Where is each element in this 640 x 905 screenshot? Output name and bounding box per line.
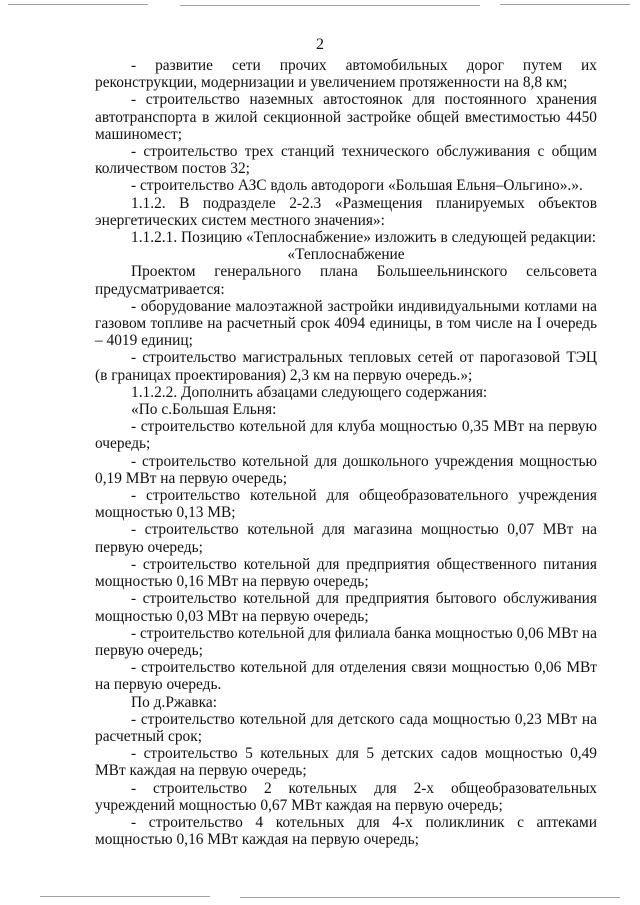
paragraph: «Теплоснабжение	[287, 246, 405, 264]
paragraph: «По с.Большая Ельня:	[131, 401, 277, 419]
paragraph: - строительство котельной для магазина мощностью 0,07 МВт на первую очередь;	[95, 521, 597, 556]
paragraph: - строительство котельной для общеобразовательного учреждения мощностью 0,13 МВ;	[95, 487, 597, 522]
paragraph: 1.1.2. В подразделе 2-2.3 «Размещения планируемых объектов энергетических систем местного значения»:	[95, 194, 597, 229]
paragraph: - строительство котельной для отделения связи мощностью 0,06 МВт на первую очередь.	[95, 659, 597, 694]
paragraph: - развитие сети прочих автомобильных дорог путем их реконструкции, модернизации и увеличением протяженности на 8,8 км;	[95, 57, 597, 92]
paragraph: - строительство 4 котельных для 4-х поликлиник с аптеками мощностью 0,16 МВт каждая на первую очередь;	[95, 813, 597, 849]
document-body	[95, 57, 597, 848]
paragraph: Проектом генерального плана Большеельнинского сельсовета предусматривается:	[95, 263, 597, 298]
paragraph: 1.1.2.2. Дополнить абзацами следующего содержания:	[131, 383, 488, 401]
page-number: 2	[316, 36, 324, 53]
paragraph: - строительство АЗС вдоль автодороги «Большая Ельня–Ольгино».».	[131, 177, 583, 195]
scan-edge-top-right	[500, 4, 630, 5]
paragraph: - строительство котельной для филиала банка мощностью 0,06 МВт на первую очередь;	[95, 624, 597, 659]
paragraph: - строительство 5 котельных для 5 детских садов мощностью 0,49 МВт каждая на первую очередь;	[95, 745, 597, 780]
paragraph: 1.1.2.1. Позицию «Теплоснабжение» изложить в следующей редакции:	[131, 229, 597, 247]
paragraph: - строительство 2 котельных для 2-х общеобразовательных учреждений мощностью 0,67 МВт каждая на первую очередь;	[95, 779, 597, 814]
paragraph: - строительство котельной для клуба мощностью 0,35 МВт на первую очередь;	[95, 418, 597, 453]
paragraph: - строительство наземных автостоянок для постоянного хранения автотранспорта в жилой секционной застройке общей вместимостью 4450 машиномест;	[95, 91, 597, 143]
scan-edge-top-left	[8, 4, 148, 5]
paragraph: - строительство котельной для детского сада мощностью 0,23 МВт на расчетный срок;	[95, 710, 597, 745]
paragraph: - строительство котельной для дошкольного учреждения мощностью 0,19 МВт на первую очередь;	[95, 452, 597, 487]
paragraph: - оборудование малоэтажной застройки индивидуальными котлами на газовом топливе на расчетный срок 4094 единицы, в том числе на I очередь – 4019 единиц;	[95, 297, 597, 350]
paragraph: - строительство трех станций технического обслуживания с общим количеством постов 32;	[95, 143, 597, 178]
paragraph: По д.Ржавка:	[131, 693, 217, 711]
scan-edge-bottom-left	[40, 896, 210, 897]
paragraph: - строительство котельной для предприятия бытового обслуживания мощностью 0,03 МВт на первую очередь;	[95, 590, 597, 625]
scan-edge-bottom-right	[240, 897, 620, 898]
paragraph: - строительство котельной для предприятия общественного питания мощностью 0,16 МВт на первую очередь;	[95, 555, 597, 591]
scan-edge-top-middle	[180, 5, 480, 6]
paragraph: - строительство магистральных тепловых сетей от парогазовой ТЭЦ (в границах проектирования) 2,3 км на первую очередь.»;	[95, 349, 597, 384]
